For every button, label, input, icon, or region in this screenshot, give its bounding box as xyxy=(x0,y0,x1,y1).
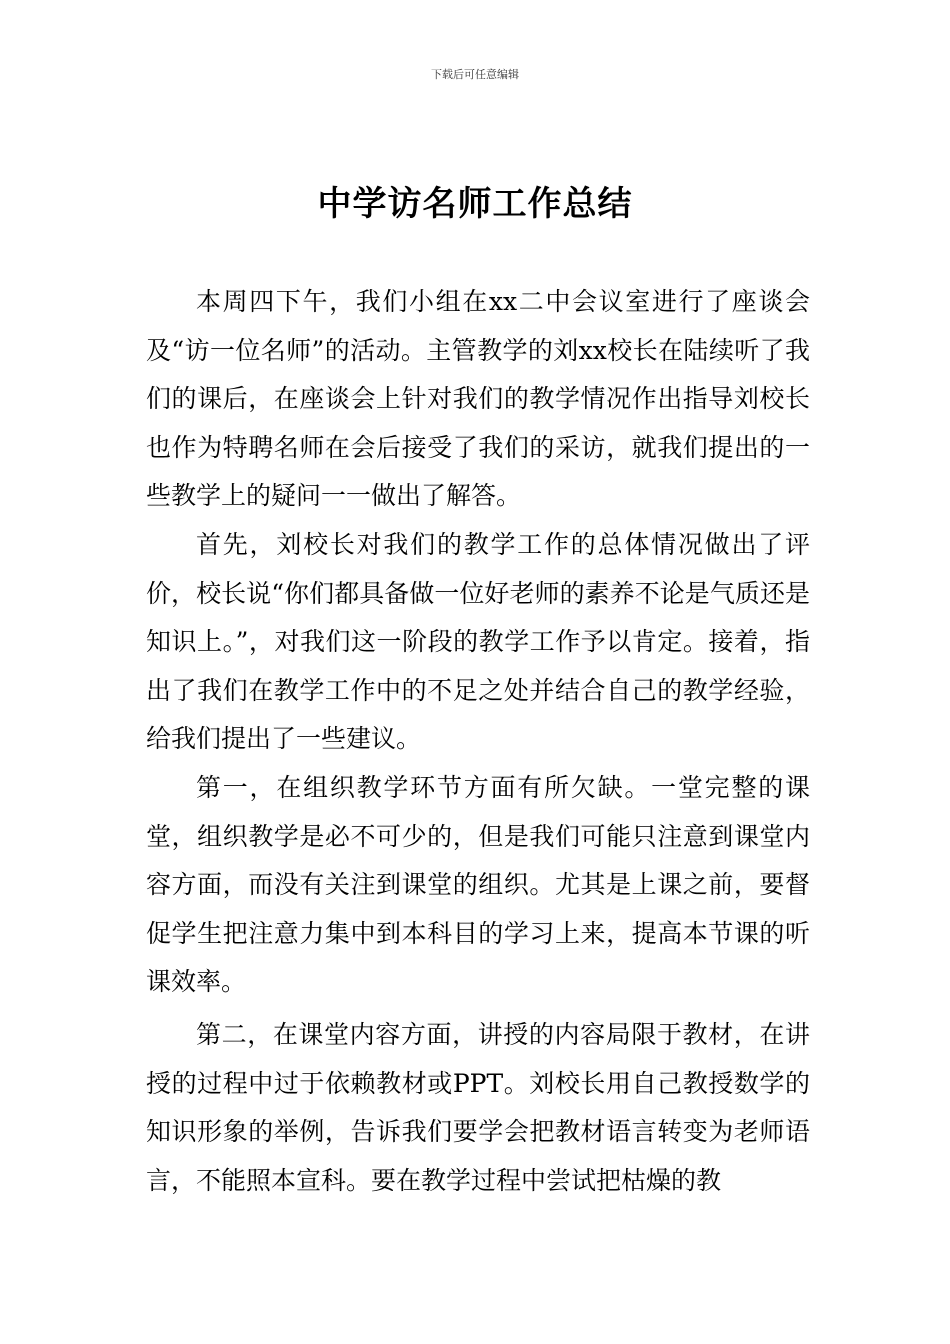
document-title: 中学访名师工作总结 xyxy=(317,184,633,224)
paragraph-point-one: 第一，在组织教学环节方面有所欠缺。一堂完整的课堂，组织教学是必不可少的，但是我们可能只注意到课堂内容方面，而没有关注到课堂的组织。尤其是上课之前，要督促学生把注意力集中到本科目的学习上来，提高本节课的听课效率。 xyxy=(146,772,810,997)
paragraph-evaluation: 首先，刘校长对我们的教学工作的总体情况做出了评价，校长说“你们都具备做一位好老师的素养不论是气质还是知识上。”，对我们这一阶段的教学工作予以肯定。接着，指出了我们在教学工作中的不足之处并结合自己的教学经验，给我们提出了一些建议。 xyxy=(146,529,810,754)
page-header-note: 下载后可任意编辑 xyxy=(431,68,519,81)
paragraph-point-two: 第二，在课堂内容方面，讲授的内容局限于教材，在讲授的过程中过于依赖教材或PPT。刘校长用自己教授数学的知识形象的举例，告诉我们要学会把教材语言转变为老师语言，不能照本宣科。要在教学过程中尝试把枯燥的教 xyxy=(146,1019,810,1195)
document-body xyxy=(146,278,810,1205)
paragraph-intro: 本周四下午，我们小组在xx二中会议室进行了座谈会及“访一位名师”的活动。主管教学的刘xx校长在陆续听了我们的课后，在座谈会上针对我们的教学情况作出指导刘校长也作为特聘名师在会后接受了我们的采访，就我们提出的一些教学上的疑问一一做出了解答。 xyxy=(146,287,810,511)
